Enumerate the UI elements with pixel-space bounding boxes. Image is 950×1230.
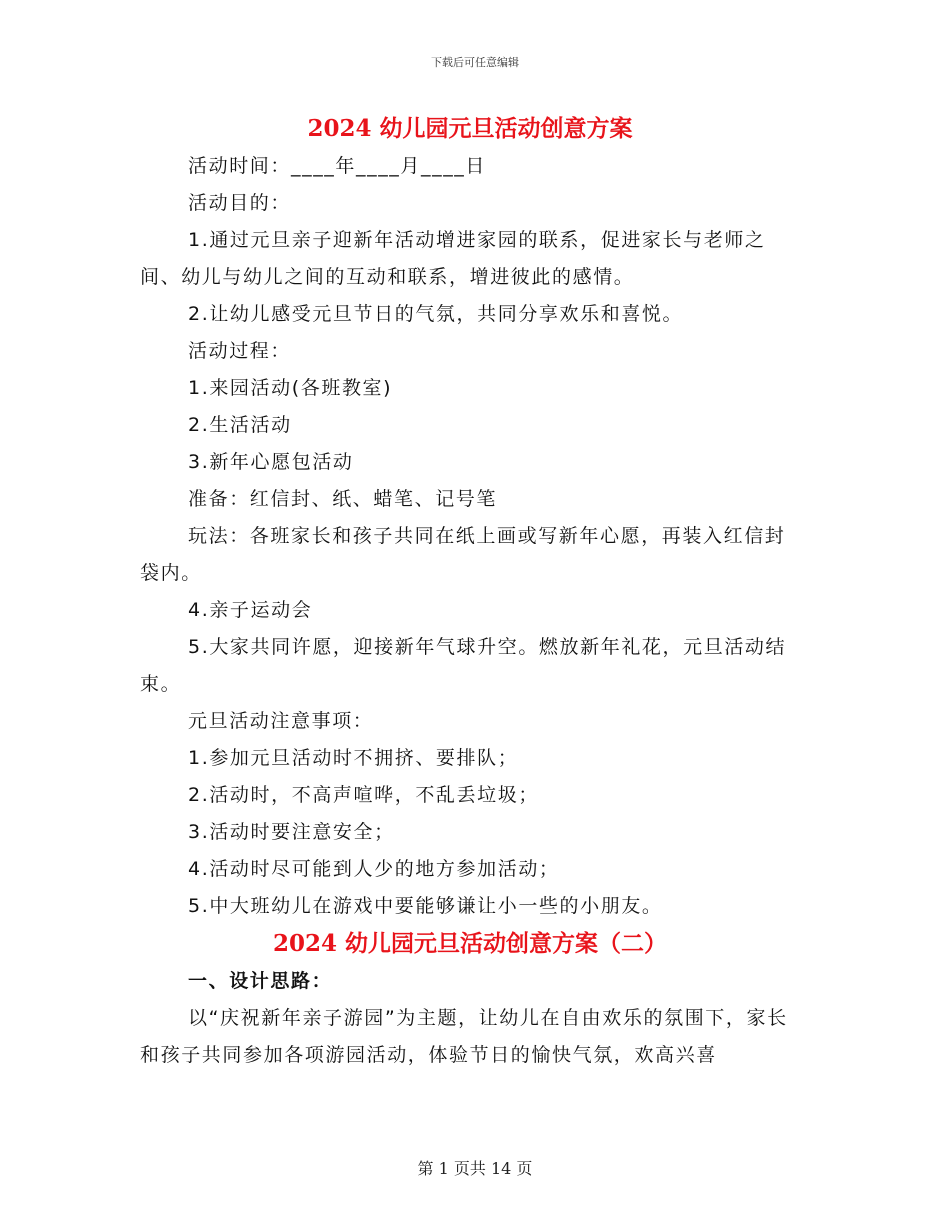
note-item-2: 2.活动时，不高声喧哗，不乱丢垃圾； bbox=[188, 784, 539, 806]
document-body bbox=[140, 110, 800, 1074]
document-title: 2024 幼儿园元旦活动创意方案 bbox=[307, 115, 633, 142]
process-item-5: 5.大家共同许愿，迎接新年气球升空。燃放新年礼花，元旦活动结束。 bbox=[140, 636, 787, 695]
activity-process-heading: 活动过程： bbox=[188, 340, 292, 362]
note-item-4: 4.活动时尽可能到人少的地方参加活动； bbox=[188, 858, 560, 880]
process-item-4: 4.亲子运动会 bbox=[188, 599, 313, 621]
design-idea-heading: 一、设计思路： bbox=[188, 970, 333, 992]
design-idea-paragraph: 以“庆祝新年亲子游园”为主题，让幼儿在自由欢乐的氛围下，家长和孩子共同参加各项游园活动，体验节日的愉快气氛，欢高兴喜 bbox=[140, 1007, 788, 1066]
process-item-3: 3.新年心愿包活动 bbox=[188, 451, 354, 473]
note-item-5: 5.中大班幼儿在游戏中要能够谦让小一些的小朋友。 bbox=[188, 895, 663, 917]
gameplay-line: 玩法：各班家长和孩子共同在纸上画或写新年心愿，再装入红信封袋内。 bbox=[140, 525, 786, 584]
notes-heading: 元旦活动注意事项： bbox=[188, 710, 374, 732]
preparation-line: 准备：红信封、纸、蜡笔、记号笔 bbox=[188, 488, 498, 510]
activity-purpose-heading: 活动目的： bbox=[188, 192, 292, 214]
note-item-1: 1.参加元旦活动时不拥挤、要排队； bbox=[188, 747, 519, 769]
purpose-item-2: 2.让幼儿感受元旦节日的气氛，共同分享欢乐和喜悦。 bbox=[188, 303, 684, 325]
purpose-item-1: 1.通过元旦亲子迎新年活动增进家园的联系，促进家长与老师之间、幼儿与幼儿之间的互动和联系，增进彼此的感情。 bbox=[140, 229, 766, 288]
page-number-footer: 第 1 页共 14 页 bbox=[417, 1159, 533, 1178]
activity-time: 活动时间：____年____月____日 bbox=[188, 155, 487, 177]
note-item-3: 3.活动时要注意安全； bbox=[188, 821, 395, 843]
process-item-2: 2.生活活动 bbox=[188, 414, 292, 436]
process-item-1: 1.来园活动(各班教室) bbox=[188, 377, 393, 399]
document-title-part-2: 2024 幼儿园元旦活动创意方案（二） bbox=[272, 930, 668, 957]
page-header-note: 下载后可任意编辑 bbox=[431, 56, 519, 69]
